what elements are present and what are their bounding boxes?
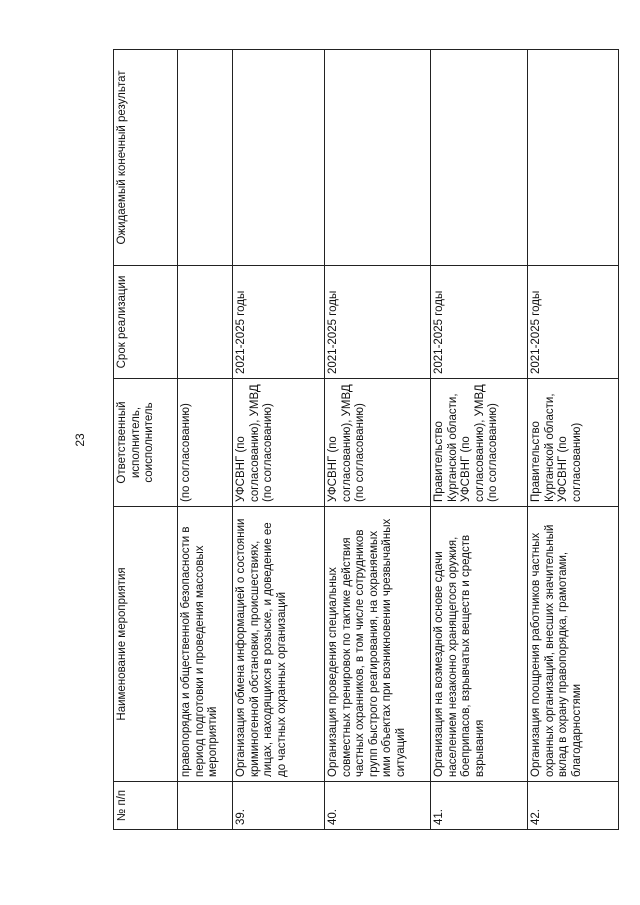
header-name: Наименование мероприятия xyxy=(114,507,178,782)
row-result xyxy=(528,50,619,266)
table-row xyxy=(528,50,619,830)
row-num: 40. xyxy=(325,782,431,830)
row-num: 39. xyxy=(233,782,325,830)
row-responsible: УФСВНГ (по согласованию), УМВД (по согласованию) xyxy=(325,379,431,507)
row-term: 2021-2025 годы xyxy=(528,266,619,379)
header-result: Ожидаемый конечный результат xyxy=(114,50,178,266)
row-responsible: (по согласованию) xyxy=(178,379,233,507)
page-number: 23 xyxy=(73,433,87,447)
row-num xyxy=(178,782,233,830)
row-result xyxy=(431,50,528,266)
header-term: Срок реализации xyxy=(114,266,178,379)
row-responsible: Правительство Курганской области, УФСВНГ (по согласованию) xyxy=(528,379,619,507)
row-num: 42. xyxy=(528,782,619,830)
row-num: 41. xyxy=(431,782,528,830)
row-result xyxy=(233,50,325,266)
row-term xyxy=(178,266,233,379)
rotated-table-container xyxy=(113,50,618,830)
table-row xyxy=(178,50,233,830)
row-name: правопорядка и общественной безопасности в период подготовки и проведения массовых мероприятий xyxy=(178,507,233,782)
row-name: Организация на возмездной основе сдачи населением незаконно хранящегося оружия, боеприпасов, взрывчатых веществ и средств взрывания xyxy=(431,507,528,782)
row-term: 2021-2025 годы xyxy=(325,266,431,379)
row-result xyxy=(178,50,233,266)
row-responsible: УФСВНГ (по согласованию), УМВД (по согласованию) xyxy=(233,379,325,507)
row-name: Организация поощрения работников частных охранных организаций, внесших значительный вклад в охрану правопорядка, грамотами, благодарностями xyxy=(528,507,619,782)
measures-table xyxy=(113,49,619,830)
row-name: Организация проведения специальных совместных тренировок по тактике действия частных охранников, в том числе сотрудников групп быстрого реагирования, на охраняемых ими объектах при возникновении чрезвычайных ситуаций xyxy=(325,507,431,782)
row-name: Организация обмена информацией о состоянии криминогенной обстановки, происшествиях, лицах, находящихся в розыске, и доведение ее до частных охранных организаций xyxy=(233,507,325,782)
header-responsible: Ответственный исполнитель, соисполнитель xyxy=(114,379,178,507)
row-term: 2021-2025 годы xyxy=(233,266,325,379)
table-header-row xyxy=(114,50,178,830)
table-row xyxy=(325,50,431,830)
table-row xyxy=(233,50,325,830)
header-num: № п/п xyxy=(114,782,178,830)
row-term: 2021-2025 годы xyxy=(431,266,528,379)
table-row xyxy=(431,50,528,830)
row-responsible: Правительство Курганской области, УФСВНГ (по согласованию), УМВД (по согласованию) xyxy=(431,379,528,507)
row-result xyxy=(325,50,431,266)
